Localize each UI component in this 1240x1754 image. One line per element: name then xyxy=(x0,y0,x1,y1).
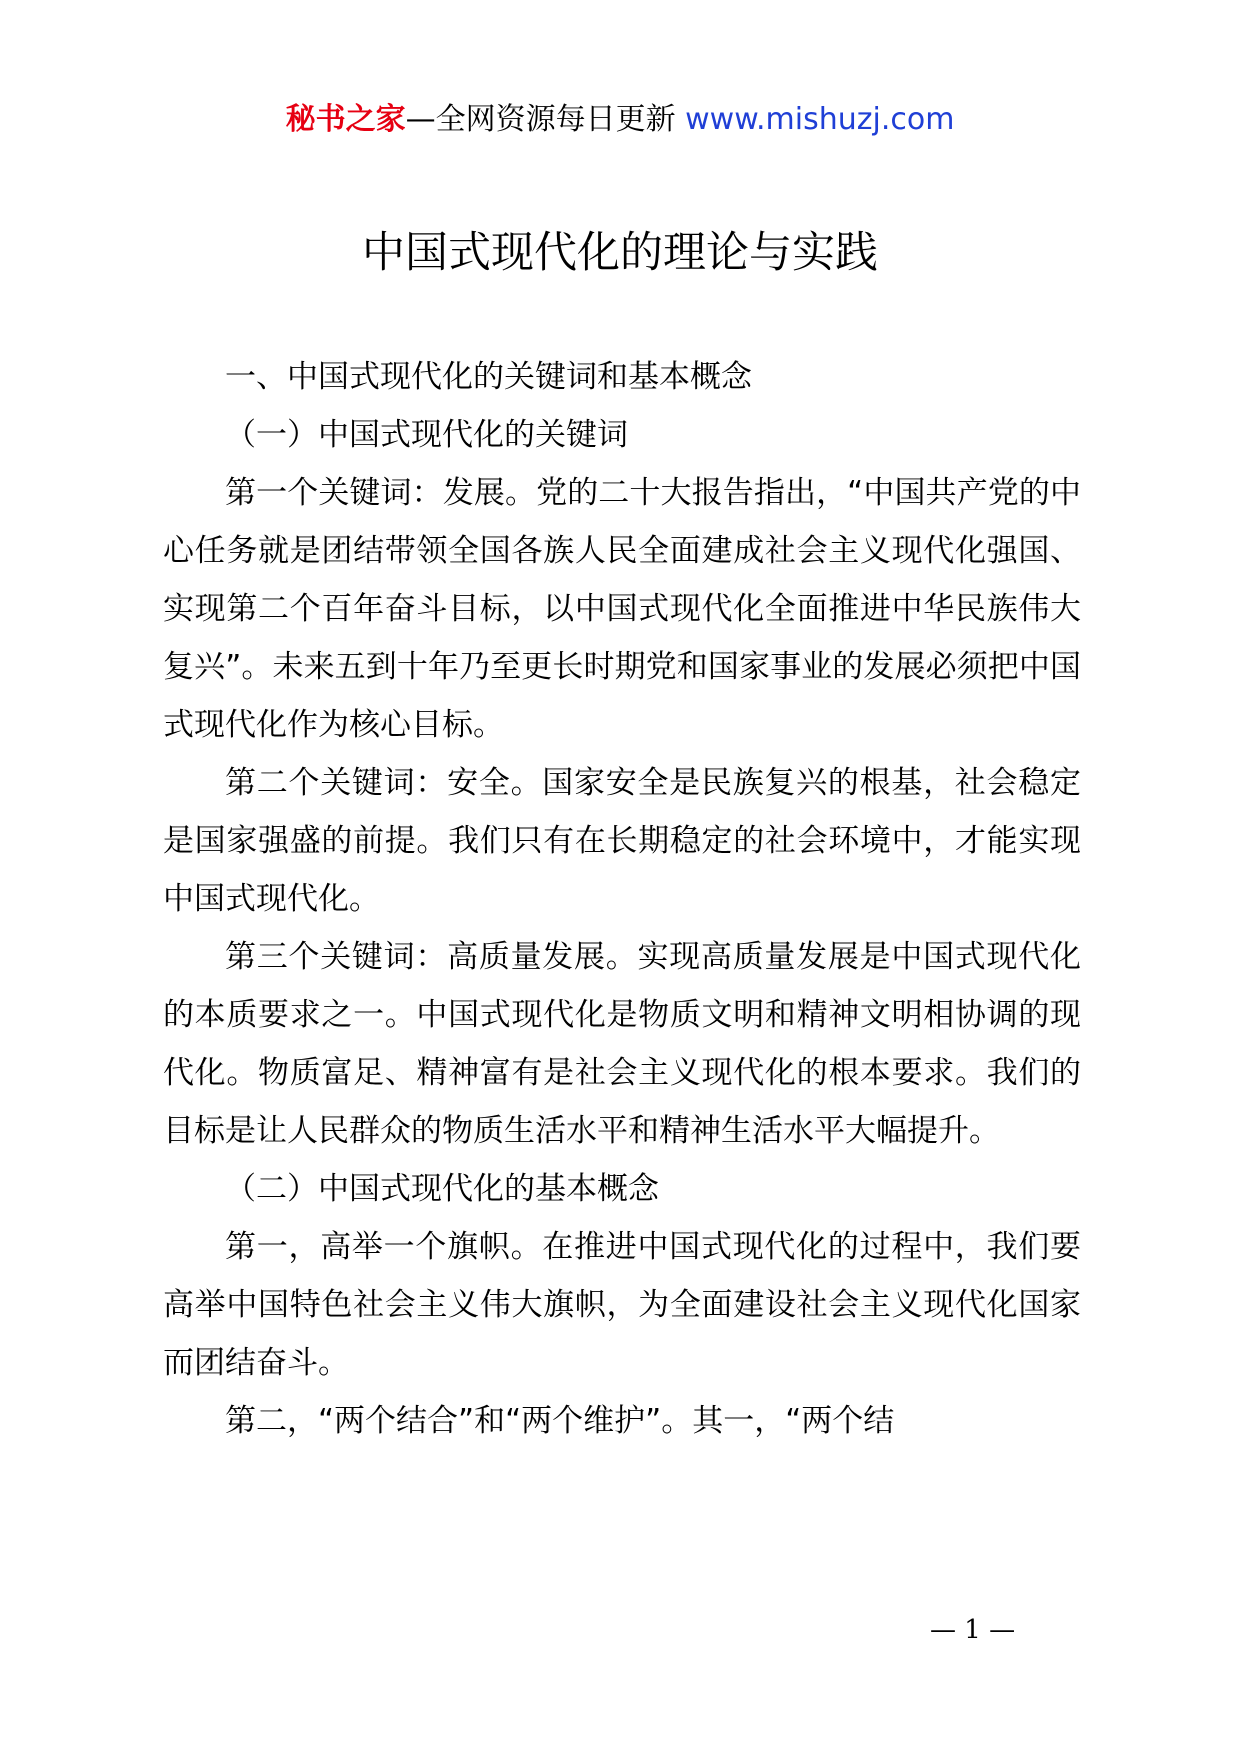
section-heading: 一、中国式现代化的关键词和基本概念 xyxy=(225,359,752,395)
document-body xyxy=(163,348,1081,1450)
header-tagline: —全网资源每日更新 xyxy=(405,102,676,137)
site-url-link[interactable]: www.mishuzj.com xyxy=(685,102,955,137)
body-paragraph: 第二，“两个结合”和“两个维护”。其一，“两个结 xyxy=(225,1403,895,1439)
subsection-heading: （二）中国式现代化的基本概念 xyxy=(225,1171,659,1207)
document-title: 中国式现代化的理论与实践 xyxy=(362,228,878,278)
body-paragraph: 第三个关键词：高质量发展。实现高质量发展是中国式现代化的本质要求之一。中国式现代化是物质文明和精神文明相协调的现代化。物质富足、精神富有是社会主义现代化的根本要求。我们的目标是让人民群众的物质生活水平和精神生活水平大幅提升。 xyxy=(163,939,1081,1149)
site-header xyxy=(0,98,1240,142)
page-number: — 1 — xyxy=(930,1615,1016,1645)
subsection-heading: （一）中国式现代化的关键词 xyxy=(225,417,628,453)
body-paragraph: 第一个关键词：发展。党的二十大报告指出，“中国共产党的中心任务就是团结带领全国各族人民全面建成社会主义现代化强国、实现第二个百年奋斗目标，以中国式现代化全面推进中华民族伟大复兴”。未来五到十年乃至更长时期党和国家事业的发展必须把中国式现代化作为核心目标。 xyxy=(163,475,1081,743)
body-paragraph: 第一，高举一个旗帜。在推进中国式现代化的过程中，我们要高举中国特色社会主义伟大旗帜，为全面建设社会主义现代化国家而团结奋斗。 xyxy=(163,1229,1081,1381)
brand-name: 秘书之家 xyxy=(285,102,406,137)
body-paragraph: 第二个关键词：安全。国家安全是民族复兴的根基，社会稳定是国家强盛的前提。我们只有在长期稳定的社会环境中，才能实现中国式现代化。 xyxy=(163,765,1081,917)
